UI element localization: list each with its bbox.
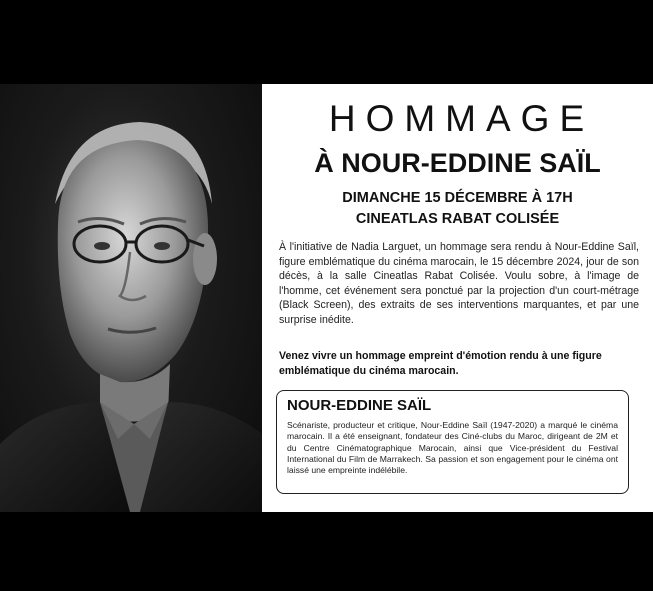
text-panel (262, 84, 653, 512)
poster (0, 84, 653, 512)
event-invitation: Venez vivre un hommage empreint d'émotion rendu à une figure emblématique du cinéma marocain. (279, 350, 602, 377)
portrait-illustration (0, 84, 262, 512)
title-name: À NOUR-EDDINE SAÏL (314, 148, 601, 178)
bio-name: NOUR-EDDINE SAÏL (287, 397, 432, 414)
event-description: À l'initiative de Nadia Larguet, un hommage sera rendu à Nour-Eddine Saïl, figure emblématique du cinéma marocain, le 15 décembre 2024, jour de son décès, à la salle Cineatlas Rabat Colisée. Voulu sobre, à l'image de l'homme, cet événement sera ponctué par la projection d'un court-métrage (Black Screen), des extraits de ses interventions marquantes, et par une surprise inédite. (279, 241, 639, 326)
event-venue: CINEATLAS RABAT COLISÉE (355, 211, 560, 227)
bio-box (276, 390, 629, 494)
title-hommage: HOMMAGE (328, 98, 595, 139)
event-date: DIMANCHE 15 DÉCEMBRE À 17H (342, 190, 573, 206)
portrait-photo (0, 84, 262, 512)
bio-text: Scénariste, producteur et critique, Nour-Eddine Saïl (1947-2020) a marqué le cinéma marocain. Il a été enseignant, fondateur des Ciné-clubs du Maroc, dirigeant de 2M et du Centre Cinématographique Marocain, ainsi que Vice-président du Festival International du Film de Marrakech. Sa passion et son engagement pour le cinéma ont laissé une empreinte indélébile. (287, 420, 618, 476)
